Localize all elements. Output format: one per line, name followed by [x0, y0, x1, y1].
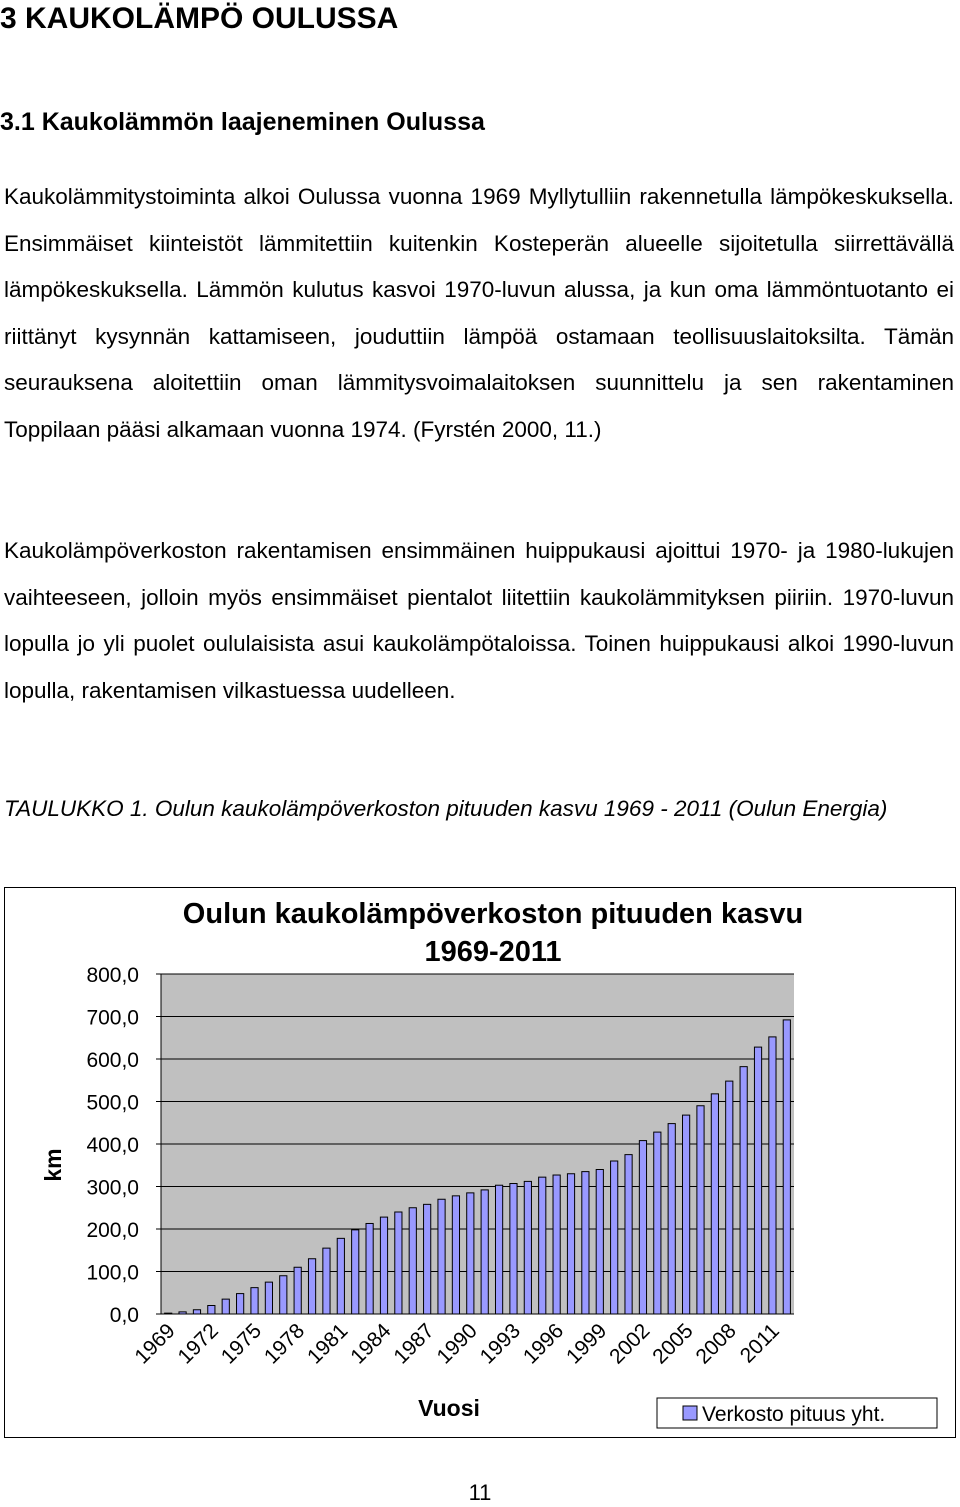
- bar: [683, 1115, 690, 1314]
- x-tick-label: 1999: [562, 1319, 612, 1369]
- bar: [481, 1190, 488, 1314]
- bar: [308, 1259, 315, 1314]
- bar: [711, 1094, 718, 1314]
- y-tick-label: 700,0: [86, 1006, 139, 1030]
- bar: [251, 1288, 258, 1314]
- page-number: 11: [468, 1480, 492, 1505]
- bar: [395, 1212, 402, 1314]
- bar: [567, 1174, 574, 1314]
- bar: [452, 1196, 459, 1314]
- paragraph-expansion: Kaukolämpöverkoston rakentamisen ensimmäinen huippukausi ajoittui 1970- ja 1980-lukujen vaihteeseen, jolloin myös ensimmäiset pientalot liitettiin kaukolämmityksen piiriin. 1970-luvun lopulla jo yli puolet oululaisista asui kaukolämpötaloissa. Toinen huippukausi alkoi 1990-luvun lopulla, rakentamisen vilkastuessa uudelleen.: [4, 538, 954, 703]
- bar: [380, 1217, 387, 1314]
- bar: [366, 1223, 373, 1314]
- y-tick-label: 300,0: [86, 1176, 139, 1200]
- x-tick-label: 1969: [130, 1319, 180, 1369]
- bar: [323, 1248, 330, 1314]
- bar: [510, 1184, 517, 1314]
- y-tick-label: 600,0: [86, 1049, 139, 1072]
- y-tick-label: 400,0: [86, 1134, 139, 1157]
- x-tick-label: 2011: [735, 1319, 784, 1368]
- bar: [539, 1177, 546, 1314]
- chart-title: [183, 898, 803, 968]
- bar: [193, 1310, 200, 1314]
- x-tick-label: 1990: [432, 1319, 482, 1369]
- bar: [280, 1276, 287, 1314]
- bar: [438, 1199, 445, 1314]
- bar-chart: [5, 888, 955, 1437]
- bar: [352, 1230, 359, 1314]
- y-axis-ticks: [86, 964, 161, 1327]
- x-tick-label: 1972: [173, 1319, 223, 1369]
- bar: [726, 1081, 733, 1314]
- x-tick-label: 1978: [259, 1319, 310, 1369]
- bar: [409, 1208, 416, 1314]
- bar: [237, 1294, 244, 1314]
- section-heading: 3 KAUKOLÄMPÖ OULUSSA: [0, 2, 399, 35]
- bar: [769, 1037, 776, 1314]
- x-tick-label: 1993: [475, 1319, 526, 1369]
- x-tick-label: 2005: [648, 1319, 698, 1369]
- legend: [657, 1398, 937, 1428]
- x-tick-label: 2008: [691, 1319, 741, 1369]
- bar: [337, 1238, 344, 1314]
- table-caption: TAULUKKO 1. Oulun kaukolämpöverkoston pituuden kasvu 1969 - 2011 (Oulun Energia): [4, 796, 888, 821]
- bar: [596, 1170, 603, 1315]
- bar: [668, 1124, 675, 1314]
- legend-label: Verkosto pituus yht.: [702, 1403, 886, 1426]
- chart-title-line: 1969-2011: [424, 936, 562, 968]
- bar: [639, 1141, 646, 1314]
- y-axis-label: km: [40, 1148, 66, 1182]
- bar: [740, 1067, 747, 1314]
- y-tick-label: 800,0: [86, 964, 139, 987]
- bar: [582, 1172, 589, 1314]
- x-tick-label: 1975: [216, 1319, 267, 1369]
- x-tick-label: 1981: [303, 1319, 353, 1369]
- bar: [265, 1282, 272, 1314]
- y-tick-label: 200,0: [86, 1219, 139, 1242]
- bar: [424, 1204, 431, 1314]
- y-tick-label: 100,0: [86, 1261, 139, 1285]
- bar: [208, 1306, 215, 1315]
- x-tick-label: 1996: [518, 1319, 569, 1369]
- bar: [222, 1299, 229, 1314]
- x-tick-label: 2002: [605, 1319, 655, 1369]
- y-tick-label: 500,0: [86, 1091, 139, 1115]
- bar: [754, 1047, 761, 1314]
- bar: [553, 1175, 560, 1314]
- bar: [783, 1020, 790, 1314]
- x-axis-label: Vuosi: [418, 1395, 480, 1421]
- bar: [294, 1267, 301, 1314]
- bar: [625, 1155, 632, 1314]
- chart-container: [4, 887, 956, 1438]
- subsection-heading: 3.1 Kaukolämmön laajeneminen Oulussa: [0, 108, 485, 136]
- paragraph-intro: Kaukolämmitystoiminta alkoi Oulussa vuonna 1969 Myllytulliin rakennetulla lämpökeskuksella. Ensimmäiset kiinteistöt lämmitettiin kuitenkin Kosteperän alueelle sijoitetulla siirrettävällä lämpökeskuksella. Lämmön kulutus kasvoi 1970-luvun alussa, ja kun oma lämmöntuotanto ei riittänyt kysynnän kattamiseen, jouduttiin lämpöä ostamaan teollisuuslaitoksilta. Tämän seurauksena aloitettiin oman lämmitysvoimalaitoksen suunnittelu ja sen rakentaminen Toppilaan pääsi alkamaan vuonna 1974. (Fyrstén 2000, 11.): [4, 184, 954, 442]
- chart-title-line: Oulun kaukolämpöverkoston pituuden kasvu: [182, 898, 804, 930]
- x-tick-label: 1987: [389, 1319, 439, 1369]
- bar: [467, 1193, 474, 1314]
- bar: [611, 1161, 618, 1314]
- bar: [524, 1181, 531, 1314]
- bar: [697, 1106, 704, 1314]
- bar: [654, 1132, 661, 1314]
- x-tick-label: 1984: [346, 1319, 396, 1369]
- bar: [495, 1185, 502, 1314]
- x-axis-ticks: [130, 1319, 784, 1369]
- y-tick-label: 0,0: [109, 1304, 139, 1327]
- legend-swatch: [683, 1406, 697, 1420]
